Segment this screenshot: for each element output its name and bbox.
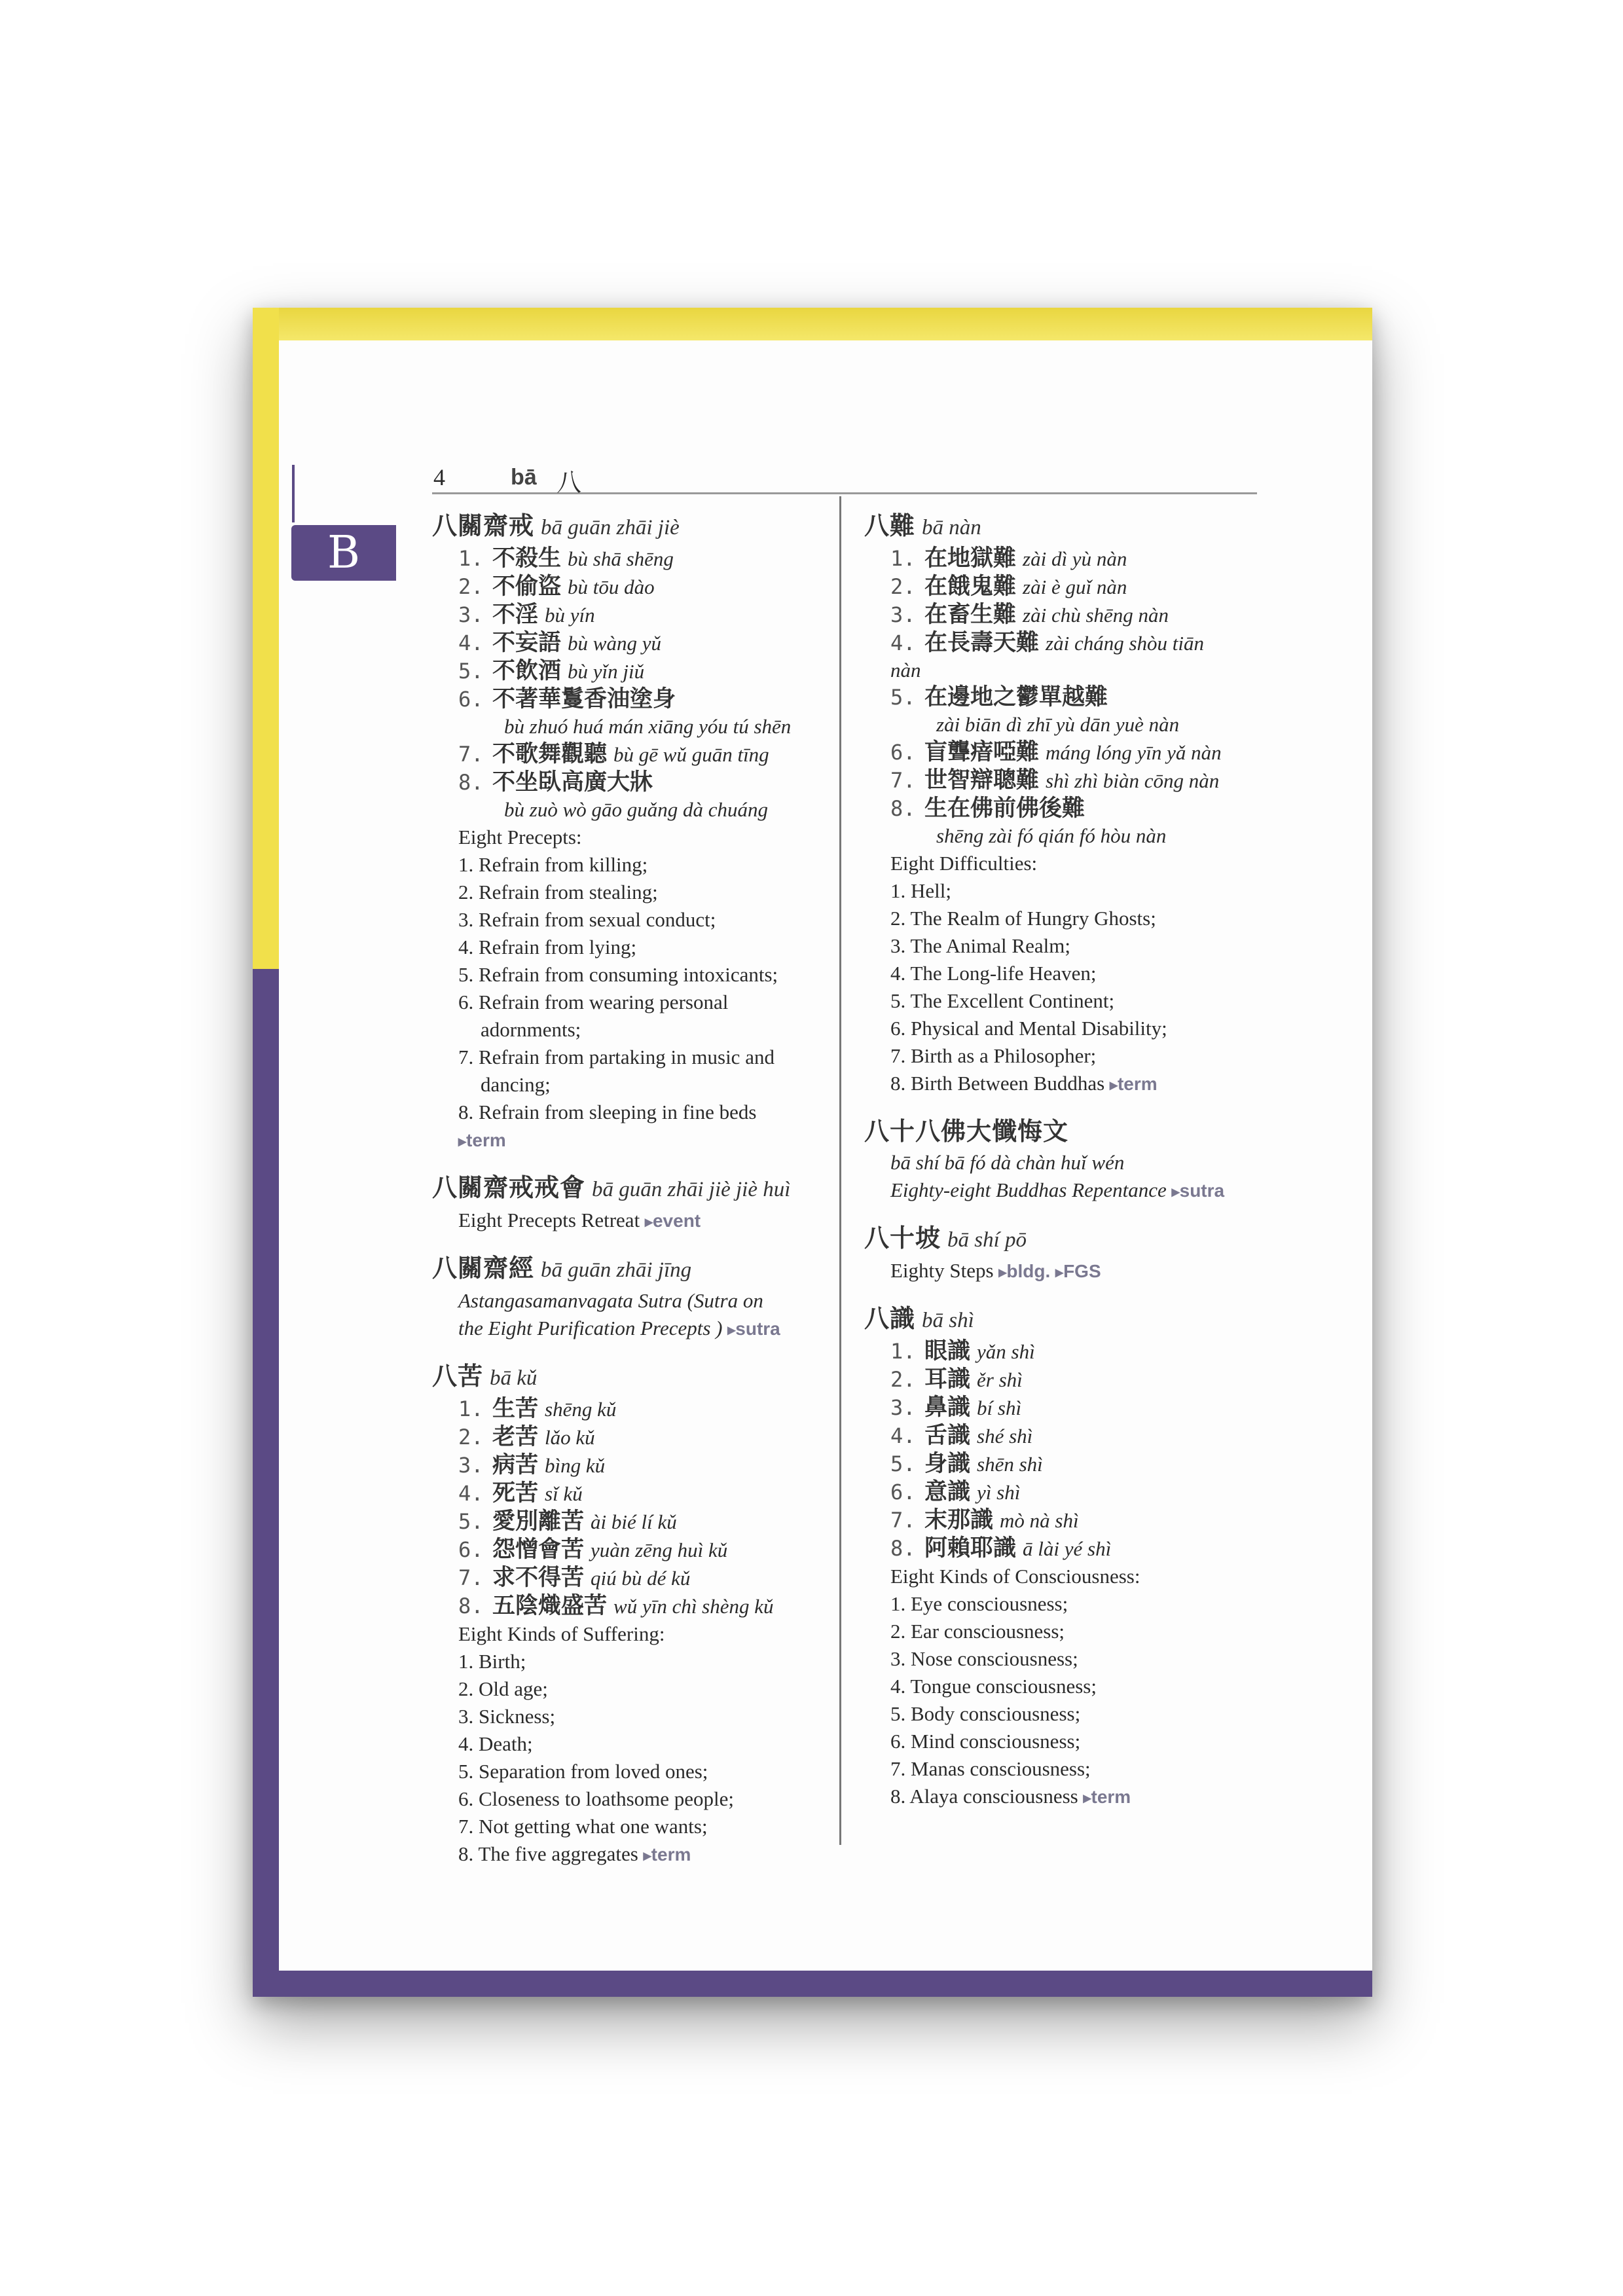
item-pinyin: bù tōu dào — [568, 575, 655, 598]
item-number: 3. — [458, 1453, 484, 1478]
item-pinyin: zài biān dì zhī yù dān yuè nàn — [936, 713, 1180, 736]
item-zh: 眼識 — [924, 1338, 971, 1364]
english-line — [890, 1176, 1257, 1206]
english-item: 2. The Realm of Hungry Ghosts; — [890, 907, 1156, 930]
item-pinyin: zài è guǐ nàn — [1023, 575, 1127, 598]
item-zh: 生苦 — [492, 1396, 539, 1421]
entry-ba-nan — [864, 509, 1257, 1099]
header-word: bā — [511, 465, 537, 490]
english-item: 8. The five aggregates — [458, 1842, 638, 1865]
item-number: 1. — [890, 1339, 916, 1364]
english-item: 5. Separation from loved ones; — [458, 1760, 708, 1783]
item-number: 6. — [890, 1480, 916, 1504]
item-zh: 意識 — [924, 1479, 971, 1504]
headword-pinyin: bā nàn — [922, 516, 981, 539]
entry-ba-shi-po — [864, 1222, 1257, 1286]
english-item: 2. Refrain from stealing; — [458, 881, 658, 903]
item-number: 7. — [458, 742, 484, 767]
item-zh: 耳識 — [924, 1366, 971, 1392]
item-pinyin: máng lóng yīn yǎ nàn — [1046, 741, 1222, 764]
item-pinyin: ā lài yé shì — [1023, 1537, 1112, 1560]
entry-ba-shi-ba-fo — [864, 1115, 1257, 1206]
item-zh: 末那識 — [924, 1507, 994, 1533]
item-number: 3. — [458, 602, 484, 627]
headword-zh: 八十坡 — [864, 1225, 941, 1252]
header-char: 八 — [556, 469, 582, 497]
list-item — [890, 629, 1257, 657]
item-number: 6. — [890, 740, 916, 765]
item-pinyin: qiú bù dé kǔ — [591, 1567, 691, 1590]
item-zh: 不著華鬘香油塗身 — [492, 686, 676, 712]
english-item: 6. Closeness to loathsome people; — [458, 1787, 735, 1810]
right-column — [864, 509, 1257, 1828]
english-item: 7. Not getting what one wants; — [458, 1815, 708, 1838]
english-list — [890, 1590, 1257, 1812]
english-title: Eight Kinds of Consciousness: — [890, 1565, 1140, 1588]
entry-ba-ku — [432, 1360, 825, 1870]
english-item: adornments; — [481, 1018, 581, 1041]
item-number: 3. — [890, 1395, 916, 1420]
english-item: 8. Refrain from sleeping in fine beds — [458, 1101, 757, 1123]
book-top-edge — [253, 308, 1372, 340]
english-item: 1. Birth; — [458, 1650, 526, 1673]
item-pinyin: bí shì — [977, 1396, 1022, 1419]
item-zh: 生在佛前佛後難 — [924, 795, 1085, 821]
item-zh: 不殺生 — [492, 545, 562, 571]
item-number: 2. — [890, 1367, 916, 1392]
headword-zh: 八苦 — [432, 1363, 484, 1391]
headword-pinyin: bā guān zhāi jiè jiè huì — [592, 1178, 791, 1201]
english-item: 2. Ear consciousness; — [890, 1620, 1065, 1643]
english-item: 3. Sickness; — [458, 1705, 556, 1728]
english-line — [890, 1257, 1257, 1286]
category-tag[interactable]: ▸ bldg. — [998, 1261, 1050, 1281]
list-item — [890, 738, 1257, 767]
item-zh: 愛別離苦 — [492, 1508, 585, 1534]
item-zh: 盲聾瘖啞難 — [924, 739, 1040, 765]
item-number: 5. — [890, 685, 916, 710]
item-number: 4. — [458, 630, 484, 655]
item-pinyin: yuàn zēng huì kǔ — [591, 1539, 728, 1561]
item-pinyin: lǎo kǔ — [545, 1426, 595, 1449]
english-list — [890, 877, 1257, 1099]
list-item — [458, 657, 825, 685]
item-pinyin: yǎn shì — [977, 1340, 1035, 1363]
list-item — [890, 1450, 1257, 1478]
headword-zh: 八十八佛大懺悔文 — [864, 1118, 1069, 1146]
english-item: 2. Old age; — [458, 1677, 548, 1700]
english-item: 3. Nose consciousness; — [890, 1647, 1078, 1670]
list-item — [890, 573, 1257, 601]
english-item: 1. Hell; — [890, 879, 951, 902]
item-number: 2. — [458, 574, 484, 599]
list-item — [890, 1394, 1257, 1422]
category-tag[interactable]: ▸ sutra — [727, 1319, 780, 1339]
headword — [864, 1302, 1257, 1338]
headword-pinyin: bā kǔ — [490, 1366, 538, 1390]
column-divider — [839, 496, 841, 1845]
item-number: 5. — [890, 1451, 916, 1476]
english-title: Eight Difficulties: — [890, 852, 1038, 875]
list-item — [458, 601, 825, 629]
item-number: 4. — [890, 630, 916, 655]
headword-zh: 八難 — [864, 513, 916, 540]
item-zh: 舌識 — [924, 1423, 971, 1448]
item-number: 4. — [890, 1423, 916, 1448]
entry-ba-guan-zhai-jie-jie-hui — [432, 1171, 825, 1236]
english-item: 4. The Long-life Heaven; — [890, 962, 1097, 985]
item-pinyin: zài dì yù nàn — [1023, 547, 1127, 570]
item-number: 2. — [890, 574, 916, 599]
english-item: 3. The Animal Realm; — [890, 934, 1070, 957]
item-number: 1. — [458, 1396, 484, 1421]
item-zh: 在長壽天難 — [924, 630, 1040, 655]
category-tag[interactable]: ▸ term — [1110, 1074, 1158, 1094]
english-item: 4. Refrain from lying; — [458, 936, 637, 958]
item-pinyin: yì shì — [977, 1481, 1021, 1504]
english-text: Eighty-eight Buddhas Repentance — [890, 1178, 1167, 1201]
item-zh: 身識 — [924, 1451, 971, 1476]
english-item: 8. Birth Between Buddhas — [890, 1072, 1105, 1095]
item-zh: 在邊地之鬱單越難 — [924, 684, 1108, 710]
thumb-tab-line — [292, 465, 295, 522]
category-tag[interactable]: ▸ term — [644, 1844, 691, 1865]
item-zh: 不飲酒 — [492, 658, 562, 683]
list-item — [890, 1338, 1257, 1366]
page-number: 4 — [433, 464, 445, 490]
item-zh: 病苦 — [492, 1452, 539, 1478]
list-item — [458, 1395, 825, 1423]
list-item — [458, 1480, 825, 1508]
category-tag[interactable]: ▸ event — [645, 1211, 701, 1231]
item-pinyin: shé shì — [977, 1425, 1033, 1448]
list-item — [458, 1564, 825, 1592]
list-item — [890, 1422, 1257, 1450]
item-pinyin: bù yín — [545, 604, 595, 627]
headword-pinyin: bā shí bā fó dà chàn huǐ wén — [890, 1151, 1125, 1174]
item-zh: 不歌舞觀聽 — [492, 741, 608, 767]
item-zh: 死苦 — [492, 1480, 539, 1506]
english-item: 1. Eye consciousness; — [890, 1592, 1068, 1615]
headword-pinyin: bā guān zhāi jīng — [541, 1258, 692, 1282]
headword-zh: 八關齋戒戒會 — [432, 1175, 586, 1202]
headword-pinyin: bā shí pō — [947, 1228, 1027, 1252]
english-item: 5. The Excellent Continent; — [890, 989, 1115, 1012]
english-item: 1. Refrain from killing; — [458, 853, 648, 876]
item-number: 6. — [458, 687, 484, 712]
headword — [432, 1360, 825, 1395]
list-item — [458, 769, 825, 796]
headword — [432, 1171, 825, 1207]
book-bottom-edge — [253, 1971, 1372, 1997]
list-item — [458, 1536, 825, 1564]
english-item: 3. Refrain from sexual conduct; — [458, 908, 716, 931]
english-item: dancing; — [481, 1073, 551, 1096]
item-zh: 怨憎會苦 — [492, 1537, 585, 1562]
item-zh: 不妄語 — [492, 630, 562, 655]
list-item — [890, 795, 1257, 822]
book-spine-yellow — [253, 308, 279, 969]
item-number: 8. — [890, 796, 916, 821]
english-item: 7. Birth as a Philosopher; — [890, 1044, 1097, 1067]
entry-ba-shi — [864, 1302, 1257, 1812]
english-item: 6. Refrain from wearing personal — [458, 991, 729, 1013]
item-number: 7. — [458, 1565, 484, 1590]
item-pinyin: sǐ kǔ — [545, 1482, 583, 1505]
item-pinyin: bù yǐn jiǔ — [568, 660, 645, 683]
item-number: 7. — [890, 1508, 916, 1533]
item-zh: 求不得苦 — [492, 1565, 585, 1590]
item-number: 8. — [458, 1594, 484, 1618]
headword-zh: 八關齋戒 — [432, 513, 535, 540]
english-text: the Eight Purification Precepts ) — [458, 1317, 723, 1339]
headword — [864, 509, 1257, 545]
english-list — [458, 1648, 825, 1870]
headword — [864, 1115, 1257, 1149]
item-number: 2. — [458, 1425, 484, 1449]
list-item — [458, 685, 825, 713]
headword — [864, 1222, 1257, 1257]
item-pinyin: bù gē wǔ guān tīng — [613, 743, 769, 766]
item-pinyin: mò nà shì — [1000, 1509, 1079, 1532]
item-number: 5. — [458, 659, 484, 683]
list-item — [458, 1592, 825, 1620]
category-tag[interactable]: ▸ term — [1083, 1787, 1131, 1807]
item-number: 8. — [458, 770, 484, 795]
item-pinyin: bù shā shēng — [568, 547, 674, 570]
item-zh: 在餓鬼難 — [924, 574, 1017, 599]
list-item — [458, 740, 825, 769]
left-column — [432, 509, 825, 1886]
item-number: 1. — [890, 546, 916, 571]
item-zh: 老苦 — [492, 1424, 539, 1449]
item-zh: 鼻識 — [924, 1394, 971, 1420]
item-pinyin: bù zuò wò gāo guǎng dà chuáng — [504, 798, 768, 821]
english-item: 7. Manas consciousness; — [890, 1757, 1091, 1780]
item-zh: 五陰熾盛苦 — [492, 1593, 608, 1618]
running-header — [432, 464, 1257, 497]
headword — [432, 509, 825, 545]
entry-ba-guan-zhai-jie — [432, 509, 825, 1156]
english-item: 6. Mind consciousness; — [890, 1730, 1081, 1753]
list-item — [458, 629, 825, 657]
headword-zh: 八關齋經 — [432, 1255, 535, 1283]
english-item: 8. Alaya consciousness — [890, 1785, 1078, 1808]
english-title: Eight Kinds of Suffering: — [458, 1622, 665, 1645]
list-item — [458, 573, 825, 601]
item-number: 8. — [890, 1536, 916, 1561]
item-pinyin: ěr shì — [977, 1368, 1023, 1391]
book-spine-purple — [253, 969, 279, 1997]
list-item — [890, 545, 1257, 573]
item-zh: 世智辯聰難 — [924, 767, 1040, 793]
list-item — [890, 1366, 1257, 1394]
list-item — [458, 1508, 825, 1536]
list-item — [890, 767, 1257, 795]
headword-pinyin: bā guān zhāi jiè — [541, 516, 680, 539]
item-pinyin: shēn shì — [977, 1453, 1043, 1476]
english-item: 4. Tongue consciousness; — [890, 1675, 1097, 1698]
item-pinyin: wǔ yīn chì shèng kǔ — [613, 1595, 774, 1618]
english-line — [458, 1207, 825, 1236]
english-title: Eight Precepts: — [458, 826, 582, 848]
item-pinyin: bìng kǔ — [545, 1454, 606, 1477]
item-zh: 不淫 — [492, 602, 539, 627]
category-tag[interactable]: ▸ term — [458, 1130, 506, 1150]
item-pinyin: bù wàng yǔ — [568, 632, 661, 655]
entry-ba-guan-zhai-jing — [432, 1252, 825, 1344]
list-item — [890, 1535, 1257, 1563]
item-pinyin-wrap: nàn — [890, 659, 921, 682]
item-zh: 不偷盜 — [492, 574, 562, 599]
item-number: 6. — [458, 1537, 484, 1562]
item-zh: 不坐臥高廣大牀 — [492, 769, 653, 795]
list-item — [458, 545, 825, 573]
list-item — [890, 601, 1257, 629]
item-pinyin: shì zhì biàn cōng nàn — [1046, 769, 1220, 792]
list-item — [890, 1506, 1257, 1535]
list-item — [458, 1451, 825, 1480]
english-item: 5. Refrain from consuming intoxicants; — [458, 963, 778, 986]
item-pinyin: shēng zài fó qián fó hòu nàn — [936, 824, 1167, 847]
english-text: Eighty Steps — [890, 1259, 994, 1282]
english-text: Eight Precepts Retreat — [458, 1209, 640, 1231]
item-number: 4. — [458, 1481, 484, 1506]
english-item: 6. Physical and Mental Disability; — [890, 1017, 1167, 1040]
item-pinyin: zài chù shēng nàn — [1023, 604, 1169, 627]
item-zh: 阿賴耶識 — [924, 1535, 1017, 1561]
item-number: 3. — [890, 602, 916, 627]
list-item — [458, 1423, 825, 1451]
headword-zh: 八識 — [864, 1305, 916, 1333]
category-tag[interactable]: ▸ sutra — [1172, 1180, 1225, 1201]
item-pinyin: bù zhuó huá mán xiāng yóu tú shēn — [504, 715, 792, 738]
english-text: Astangasamanvagata Sutra (Sutra on — [458, 1289, 763, 1312]
item-pinyin: ài bié lí kǔ — [591, 1510, 677, 1533]
english-item: 7. Refrain from partaking in music and — [458, 1046, 775, 1068]
item-number: 1. — [458, 546, 484, 571]
headword-pinyin: bā shì — [922, 1309, 974, 1332]
thumb-tab[interactable]: B — [291, 525, 396, 581]
english-line — [458, 1315, 825, 1344]
item-pinyin: zài cháng shòu tiān — [1046, 632, 1204, 655]
headword — [432, 1252, 825, 1287]
item-pinyin: shēng kǔ — [545, 1398, 617, 1421]
list-item — [890, 1478, 1257, 1506]
item-number: 7. — [890, 768, 916, 793]
list-item — [890, 683, 1257, 711]
item-zh: 在畜生難 — [924, 602, 1017, 627]
item-number: 5. — [458, 1509, 484, 1534]
english-list — [458, 851, 825, 1156]
english-item: 4. Death; — [458, 1732, 533, 1755]
item-zh: 在地獄難 — [924, 545, 1017, 571]
english-item: 5. Body consciousness; — [890, 1702, 1081, 1725]
category-tag[interactable]: ▸ FGS — [1055, 1261, 1101, 1281]
